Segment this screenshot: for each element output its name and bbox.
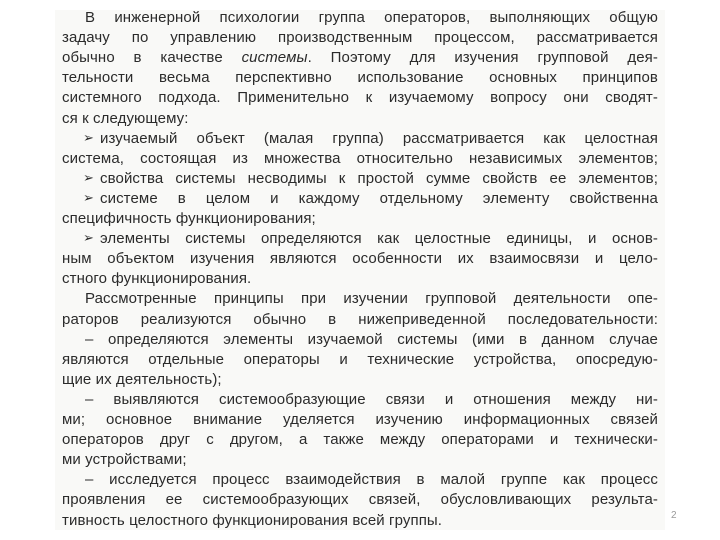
dash-item [85, 390, 658, 409]
text-span: – выявляются системообразующие связи и отношения между ни- [85, 390, 658, 408]
text-span: свойства системы несводимы к простой сумме свойств ее элементов; [100, 169, 658, 187]
text-span: – определяются элементы изучаемой системы (ими в данном случае [85, 330, 658, 348]
text-span: щие их деятельность); [62, 370, 222, 388]
text-line [62, 48, 658, 67]
bullet-item [83, 169, 658, 188]
text-span: ным объектом изучения являются особенности их взаимосвязи и цело- [62, 250, 658, 268]
text-line [85, 8, 658, 27]
text-line [62, 28, 658, 47]
text-span: ми устройствами; [62, 451, 187, 469]
text-line [62, 450, 658, 469]
text-line [62, 269, 658, 288]
text-line [62, 410, 658, 429]
text-line [62, 109, 658, 128]
text-line [62, 350, 658, 369]
arrow-bullet-icon: ➢ [83, 189, 94, 205]
dash-item [85, 470, 658, 489]
text-span: раторов реализуются обычно в нижеприведенной последовательности: [62, 310, 658, 328]
text-span: В инженерной психологии группа операторов, выполняющих общую [85, 9, 658, 26]
text-line [62, 370, 658, 389]
text-line [85, 289, 658, 308]
text-line [62, 149, 658, 168]
text-span: системного подхода. Применительно к изучаемому вопросу они сводят- [62, 89, 658, 107]
text-span: специфичность функционирования; [62, 210, 316, 227]
text-span: задачу по управлению производственным процессом, рассматривается [62, 29, 658, 47]
text-line [62, 490, 658, 509]
text-span: тивность целостного функционирования всей группы. [62, 511, 443, 529]
text-span: обычно в качестве [62, 49, 242, 67]
arrow-bullet-icon: ➢ [83, 129, 94, 145]
text-line [62, 209, 658, 228]
text-span: изучаемый объект (малая группа) рассматривается как целостная [100, 129, 658, 147]
text-line [62, 249, 658, 268]
text-span: являются отдельные операторы и технические устройства, опосредую- [62, 350, 658, 368]
dash-item [85, 330, 658, 349]
arrow-bullet-icon: ➢ [83, 169, 94, 185]
text-span: . Поэтому для изучения групповой дея- [307, 49, 658, 67]
text-span: – исследуется процесс взаимодействия в малой группе как процесс [85, 471, 658, 489]
italic-term: системы [241, 49, 308, 67]
text-span: ся к следующему: [62, 109, 189, 127]
text-line [62, 511, 658, 530]
page-number: 2 [671, 510, 677, 521]
text-line [62, 68, 658, 87]
bullet-item [83, 129, 658, 148]
text-span: стного функционирования. [62, 270, 252, 288]
arrow-bullet-icon: ➢ [83, 230, 94, 246]
bullet-item [83, 229, 658, 248]
text-span: Рассмотренные принципы при изучении групповой деятельности опе- [85, 290, 658, 308]
text-span: система, состоящая из множества относительно независимых элементов; [62, 149, 658, 167]
bullet-item [83, 189, 658, 208]
text-line [62, 430, 658, 449]
text-span: операторов друг с другом, а также между операторами и технически- [62, 431, 658, 449]
text-line [62, 88, 658, 107]
text-span: проявления ее системообразующих связей, обусловливающих результа- [62, 491, 658, 509]
text-span: элементы системы определяются как целостные единицы, и основ- [100, 230, 658, 248]
text-span: тельности весьма перспективно использование основных принципов [62, 69, 658, 87]
text-line [62, 310, 658, 329]
text-span: системе в целом и каждому отдельному элементу свойственна [100, 189, 658, 207]
text-span: ми; основное внимание уделяется изучению информационных связей [62, 411, 658, 428]
